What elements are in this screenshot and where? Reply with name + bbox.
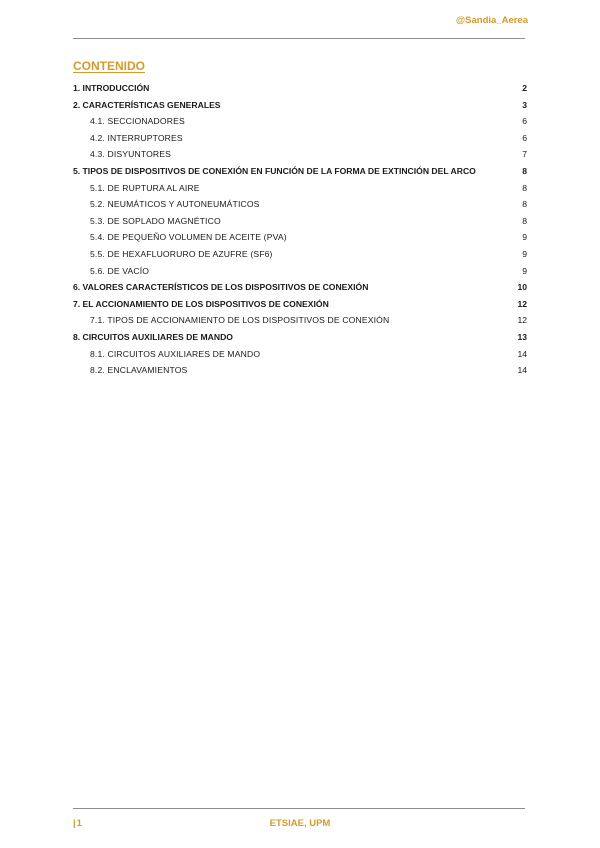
toc-entry-label[interactable]: 5. TIPOS DE DISPOSITIVOS DE CONEXIÓN EN FUNCIÓN DE LA FORMA DE EXTINCIÓN DEL ARCO — [73, 165, 476, 176]
toc-entry-label[interactable]: 5.3. DE SOPLADO MAGNÉTICO — [90, 215, 221, 226]
toc-entry[interactable] — [73, 100, 527, 117]
footer-page-bar: | — [73, 818, 76, 829]
toc-entry-label[interactable]: 1. INTRODUCCIÓN — [73, 83, 150, 93]
toc-entry-page[interactable]: 12 — [517, 315, 527, 326]
toc-entry[interactable] — [73, 83, 527, 100]
toc-entry-page[interactable]: 9 — [522, 265, 527, 276]
toc-entry-label[interactable]: 5.4. DE PEQUEÑO VOLUMEN DE ACEITE (PVA) — [90, 232, 287, 243]
header-handle: @Sandia_Aerea — [455, 15, 528, 26]
toc-entry-page[interactable]: 8 — [522, 215, 527, 226]
toc-entry[interactable] — [73, 199, 527, 216]
toc-entry-page[interactable]: 10 — [517, 282, 527, 293]
footer-page-value: 1 — [76, 818, 82, 829]
toc-entry-page[interactable]: 12 — [517, 298, 527, 309]
toc-entry[interactable] — [73, 149, 527, 166]
toc-entry-page[interactable]: 8 — [522, 182, 527, 193]
toc-entry-label[interactable]: 8.2. ENCLAVAMIENTOS — [90, 365, 188, 376]
toc-entry-label[interactable]: 4.3. DISYUNTORES — [90, 149, 172, 160]
table-of-contents — [73, 83, 527, 382]
toc-entry[interactable] — [73, 299, 527, 316]
toc-entry[interactable] — [73, 166, 527, 183]
toc-entry-page[interactable]: 13 — [517, 331, 527, 342]
toc-entry-page[interactable]: 14 — [517, 365, 527, 376]
toc-entry-page[interactable]: 7 — [522, 149, 527, 160]
toc-entry-label[interactable]: 7.1. TIPOS DE ACCIONAMIENTO DE LOS DISPOSITIVOS DE CONEXIÓN — [90, 315, 390, 326]
toc-entry-page[interactable]: 8 — [522, 165, 527, 176]
toc-entry-label[interactable]: 2. CARACTERÍSTICAS GENERALES — [73, 99, 221, 110]
toc-entry[interactable] — [73, 332, 527, 349]
toc-entry-label[interactable]: 4.1. SECCIONADORES — [90, 116, 185, 127]
toc-entry-label[interactable]: 8. CIRCUITOS AUXILIARES DE MANDO — [73, 331, 233, 342]
toc-entry-label[interactable]: 5.2. NEUMÁTICOS Y AUTONEUMÁTICOS — [90, 199, 260, 210]
toc-entry[interactable] — [73, 315, 527, 332]
toc-entry[interactable] — [73, 133, 527, 150]
header-rule — [73, 38, 525, 39]
toc-entry[interactable] — [73, 183, 527, 200]
toc-entry[interactable] — [73, 232, 527, 249]
toc-entry-label[interactable]: 4.2. INTERRUPTORES — [90, 132, 183, 143]
toc-entry-page[interactable]: 6 — [522, 116, 527, 127]
footer-institution: ETSIAE, UPM — [269, 818, 331, 829]
toc-title: CONTENIDO — [73, 59, 145, 73]
toc-entry[interactable] — [73, 216, 527, 233]
toc-entry-label[interactable]: 5.5. DE HEXAFLUORURO DE AZUFRE (SF6) — [90, 248, 273, 259]
toc-entry[interactable] — [73, 249, 527, 266]
toc-entry-label[interactable]: 6. VALORES CARACTERÍSTICOS DE LOS DISPOSITIVOS DE CONEXIÓN — [73, 282, 369, 293]
toc-entry[interactable] — [73, 349, 527, 366]
footer-rule — [73, 808, 525, 809]
toc-entry-label[interactable]: 8.1. CIRCUITOS AUXILIARES DE MANDO — [90, 348, 261, 359]
toc-entry[interactable] — [73, 266, 527, 283]
toc-entry-page[interactable]: 9 — [522, 232, 527, 243]
toc-entry-page[interactable]: 8 — [522, 199, 527, 210]
toc-entry-label[interactable]: 5.6. DE VACÍO — [90, 265, 150, 276]
toc-entry-page[interactable]: 14 — [517, 348, 527, 359]
toc-entry-page[interactable]: 6 — [522, 132, 527, 143]
toc-entry-label[interactable]: 7. EL ACCIONAMIENTO DE LOS DISPOSITIVOS DE CONEXIÓN — [73, 298, 329, 309]
toc-entry-page[interactable]: 3 — [522, 99, 527, 110]
toc-entry[interactable] — [73, 116, 527, 133]
toc-entry-page[interactable]: 9 — [522, 248, 527, 259]
toc-entry-page[interactable]: 2 — [522, 83, 527, 93]
toc-entry[interactable] — [73, 365, 527, 382]
toc-entry-label[interactable]: 5.1. DE RUPTURA AL AIRE — [90, 182, 200, 193]
toc-entry[interactable] — [73, 282, 527, 299]
